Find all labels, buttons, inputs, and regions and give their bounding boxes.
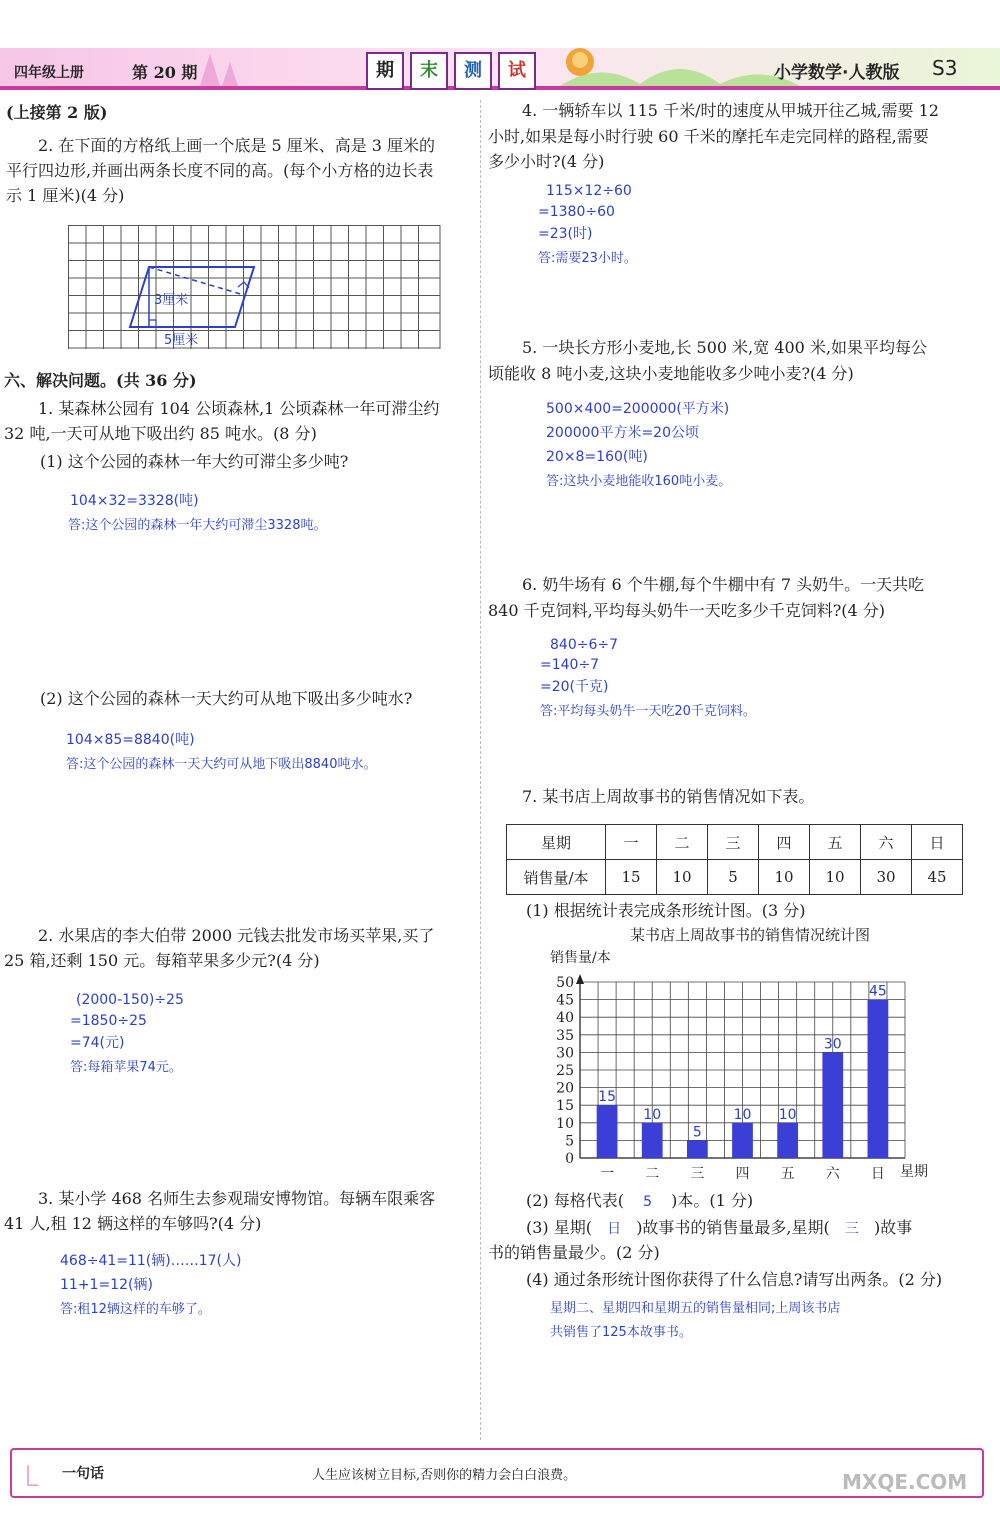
q2-text-2: 平行四边形,并画出两条长度不同的高。(每个小方格的边长表 [6, 161, 434, 180]
chart-y-tick-label: 5 [565, 1133, 574, 1150]
chart-y-tick-label: 30 [556, 1045, 574, 1062]
s5-text-2: 顷能收 8 吨小麦,这块小麦地能收多少吨小麦?(4 分) [488, 364, 854, 383]
table-cell: 30 [861, 860, 912, 895]
s7-sub2-suffix: )本。(1 分) [671, 1191, 754, 1210]
s2-answer-2: =1850÷25 [70, 1013, 147, 1029]
s7-answer4-line2: 共销售了125本故事书。 [550, 1325, 692, 1340]
header-subject: 小学数学·人教版 [774, 63, 900, 83]
header-page-number: S3 [932, 56, 958, 80]
table-cell: 三 [708, 825, 759, 860]
s7-sub2 [526, 1188, 753, 1214]
chart-y-tick-label: 0 [565, 1151, 574, 1167]
s5-answer-1: 500×400=200000(平方米) [546, 401, 730, 417]
chart-data-label: 10 [778, 1106, 797, 1123]
s6-answer-3: =20(千克) [540, 679, 609, 695]
s2-answer-4: 答:每箱苹果74元。 [70, 1060, 182, 1075]
header-tag-2: 末 [410, 52, 448, 90]
s5-answer-4: 答:这块小麦地能收160吨小麦。 [546, 474, 732, 489]
chart-bar [822, 1052, 843, 1158]
chart-y-axis-arrow [576, 974, 584, 984]
s3-answer-1: 468÷41=11(辆)……17(人) [60, 1253, 242, 1269]
s5-answer-2: 200000平方米=20公顷 [546, 425, 699, 441]
table-cell: 二 [657, 825, 708, 860]
chart-x-tick-label: 六 [825, 1166, 840, 1182]
table-cell: 15 [606, 860, 657, 895]
table-cell: 45 [912, 860, 963, 895]
s7-text: 7. 某书店上周故事书的销售情况如下表。 [522, 787, 815, 806]
s4-text-2: 小时,如果是每小时行驶 60 千米的摩托车走完同样的路程,需要 [488, 127, 929, 146]
chart-y-tick-label: 50 [556, 975, 574, 991]
s3-text-1: 3. 某小学 468 名师生去参观瑞安博物馆。每辆车限乘客 [38, 1189, 436, 1208]
table-cell: 日 [912, 825, 963, 860]
chart-data-label: 30 [823, 1036, 842, 1053]
s7-sub3-part-b: )故事书的销售量最多,星期( [636, 1218, 830, 1237]
header-tag-1: 期 [366, 52, 404, 90]
table-cell: 5 [708, 860, 759, 895]
s2-text-2: 25 箱,还剩 150 元。每箱苹果多少元?(4 分) [4, 951, 320, 970]
s4-answer-2: =1380÷60 [538, 204, 615, 220]
s7-sub2-answer: 5 [643, 1194, 653, 1210]
s7-sub3-answer-2: 三 [844, 1221, 859, 1237]
chart-bar [868, 1000, 889, 1158]
s6-answer-1: 840÷6÷7 [550, 637, 618, 653]
chart-y-tick-label: 40 [556, 1010, 574, 1027]
chart-x-tick-label: 五 [780, 1166, 795, 1182]
s6-answer-2: =140÷7 [540, 657, 600, 673]
s7-sub3-part-c: )故事 [873, 1218, 913, 1237]
chart-bar [777, 1123, 798, 1158]
s7-answer4-line1: 星期二、星期四和星期五的销售量相同;上周该书店 [550, 1301, 841, 1316]
footer-label: 一句话 [62, 1466, 104, 1482]
s7-sub3 [526, 1215, 912, 1241]
table-cell: 10 [810, 860, 861, 895]
s4-answer-1: 115×12÷60 [546, 183, 632, 199]
chart-bar [597, 1105, 618, 1158]
chart-y-tick-label: 45 [556, 992, 574, 1009]
s4-answer-3: =23(时) [538, 226, 593, 242]
chart-bar [642, 1123, 663, 1158]
chart-data-label: 5 [692, 1124, 702, 1141]
chart-x-tick-label: 日 [870, 1166, 885, 1182]
chart-y-tick-label: 10 [556, 1115, 574, 1132]
header-issue: 第 20 期 [132, 63, 198, 82]
s1-text-1: 1. 某森林公园有 104 公顷森林,1 公顷森林一年可滞尘约 [38, 399, 440, 418]
s7-sub4: (4) 通过条形统计图你获得了什么信息?请写出两条。(2 分) [526, 1270, 943, 1289]
header-tag-3: 测 [454, 52, 492, 90]
s7-sub2-prefix: (2) 每格代表( [526, 1191, 624, 1210]
bar-chart [540, 920, 960, 1185]
s2-answer-3: =74(元) [70, 1035, 125, 1051]
chart-data-label: 15 [598, 1089, 616, 1106]
table-cell: 10 [759, 860, 810, 895]
s6-text-2: 840 千克饲料,平均每头奶牛一天吃多少千克饲料?(4 分) [488, 601, 886, 620]
chart-x-tick-label: 二 [645, 1166, 660, 1182]
section-6-title: 六、解决问题。(共 36 分) [4, 371, 197, 390]
s1-text-2: 32 吨,一天可从地下吸出约 85 吨水。(8 分) [4, 424, 317, 443]
s5-answer-3: 20×8=160(吨) [546, 449, 648, 465]
s4-text-1: 4. 一辆轿车以 115 千米/时的速度从甲城开往乙城,需要 12 [522, 101, 939, 120]
chart-y-label: 销售量/本 [550, 950, 611, 966]
s3-answer-2: 11+1=12(辆) [60, 1277, 153, 1293]
chart-y-tick-label: 15 [556, 1098, 574, 1115]
table-cell: 销售量/本 [507, 860, 606, 895]
s1-sub2: (2) 这个公园的森林一天大约可从地下吸出多少吨水? [40, 689, 413, 708]
chart-y-tick-label: 25 [556, 1063, 574, 1079]
sales-table [506, 824, 963, 895]
s7-sub3-answer-1: 日 [607, 1221, 622, 1237]
s1-sub1: (1) 这个公园的森林一年大约可滞尘多少吨? [40, 452, 349, 471]
chart-x-label: 星期 [900, 1164, 928, 1180]
continued-note: (上接第 2 版) [6, 103, 108, 122]
chart-x-tick-label: 一 [600, 1166, 615, 1182]
table-cell: 四 [759, 825, 810, 860]
table-cell: 星期 [507, 825, 606, 860]
s1-answer2-line2: 答:这个公园的森林一天大约可从地下吸出8840吨水。 [66, 757, 377, 772]
s6-answer-4: 答:平均每头奶牛一天吃20千克饲料。 [540, 704, 756, 719]
s3-text-2: 41 人,租 12 辆这样的车够吗?(4 分) [4, 1214, 262, 1233]
chart-y-tick-label: 35 [556, 1027, 574, 1044]
grid-height-label: 3厘米 [154, 293, 189, 308]
grid-svg [68, 225, 442, 351]
s2-text-1: 2. 水果店的李大伯带 2000 元钱去批发市场买苹果,买了 [38, 926, 435, 945]
s6-text-1: 6. 奶牛场有 6 个牛棚,每个牛棚中有 7 头奶牛。一天共吃 [522, 575, 925, 594]
column-divider [480, 100, 481, 1440]
footer-bar [10, 1448, 984, 1498]
footer-watermark: MXQE.COM [842, 1470, 968, 1494]
q2-text-1: 2. 在下面的方格纸上画一个底是 5 厘米、高是 3 厘米的 [38, 136, 436, 155]
chart-x-tick-label: 四 [735, 1166, 750, 1182]
s1-answer1-line1: 104×32=3328(吨) [70, 493, 199, 509]
chart-data-label: 10 [733, 1106, 752, 1123]
header-tag-4: 试 [498, 52, 536, 90]
s7-sub3-part-a: (3) 星期( [526, 1218, 592, 1237]
table-cell: 10 [657, 860, 708, 895]
s1-answer2-line1: 104×85=8840(吨) [66, 732, 195, 748]
chart-bar [687, 1140, 708, 1158]
s7-sub3-line2: 书的销售量最少。(2 分) [488, 1243, 660, 1262]
s5-text-1: 5. 一块长方形小麦地,长 500 米,宽 400 米,如果平均每公 [522, 338, 928, 357]
table-row [507, 825, 963, 860]
table-cell: 一 [606, 825, 657, 860]
s4-text-3: 多少小时?(4 分) [488, 152, 605, 171]
chart-title: 某书店上周故事书的销售情况统计图 [629, 926, 871, 944]
s7-sub1: (1) 根据统计表完成条形统计图。(3 分) [526, 901, 806, 920]
q2-text-3: 示 1 厘米)(4 分) [6, 186, 125, 205]
chart-data-label: 45 [869, 983, 887, 1000]
footer-bracket-icon: ⎿ [18, 1464, 38, 1488]
table-cell: 六 [861, 825, 912, 860]
chart-bar [732, 1123, 753, 1158]
s3-answer-3: 答:租12辆这样的车够了。 [60, 1302, 211, 1317]
s2-answer-1: (2000-150)÷25 [76, 992, 184, 1008]
table-row [507, 860, 963, 895]
chart-y-tick-label: 20 [556, 1080, 574, 1097]
grid-base-label: 5厘米 [164, 333, 199, 348]
chart-data-label: 10 [643, 1106, 662, 1123]
s4-answer-4: 答:需要23小时。 [538, 251, 637, 266]
header-grade: 四年级上册 [14, 65, 84, 81]
grid-paper [68, 225, 442, 355]
table-cell: 五 [810, 825, 861, 860]
chart-x-tick-label: 三 [690, 1166, 705, 1182]
s1-answer1-line2: 答:这个公园的森林一年大约可滞尘3328吨。 [68, 518, 327, 533]
footer-quote: 人生应该树立目标,否则你的精力会白白浪费。 [312, 1468, 577, 1483]
